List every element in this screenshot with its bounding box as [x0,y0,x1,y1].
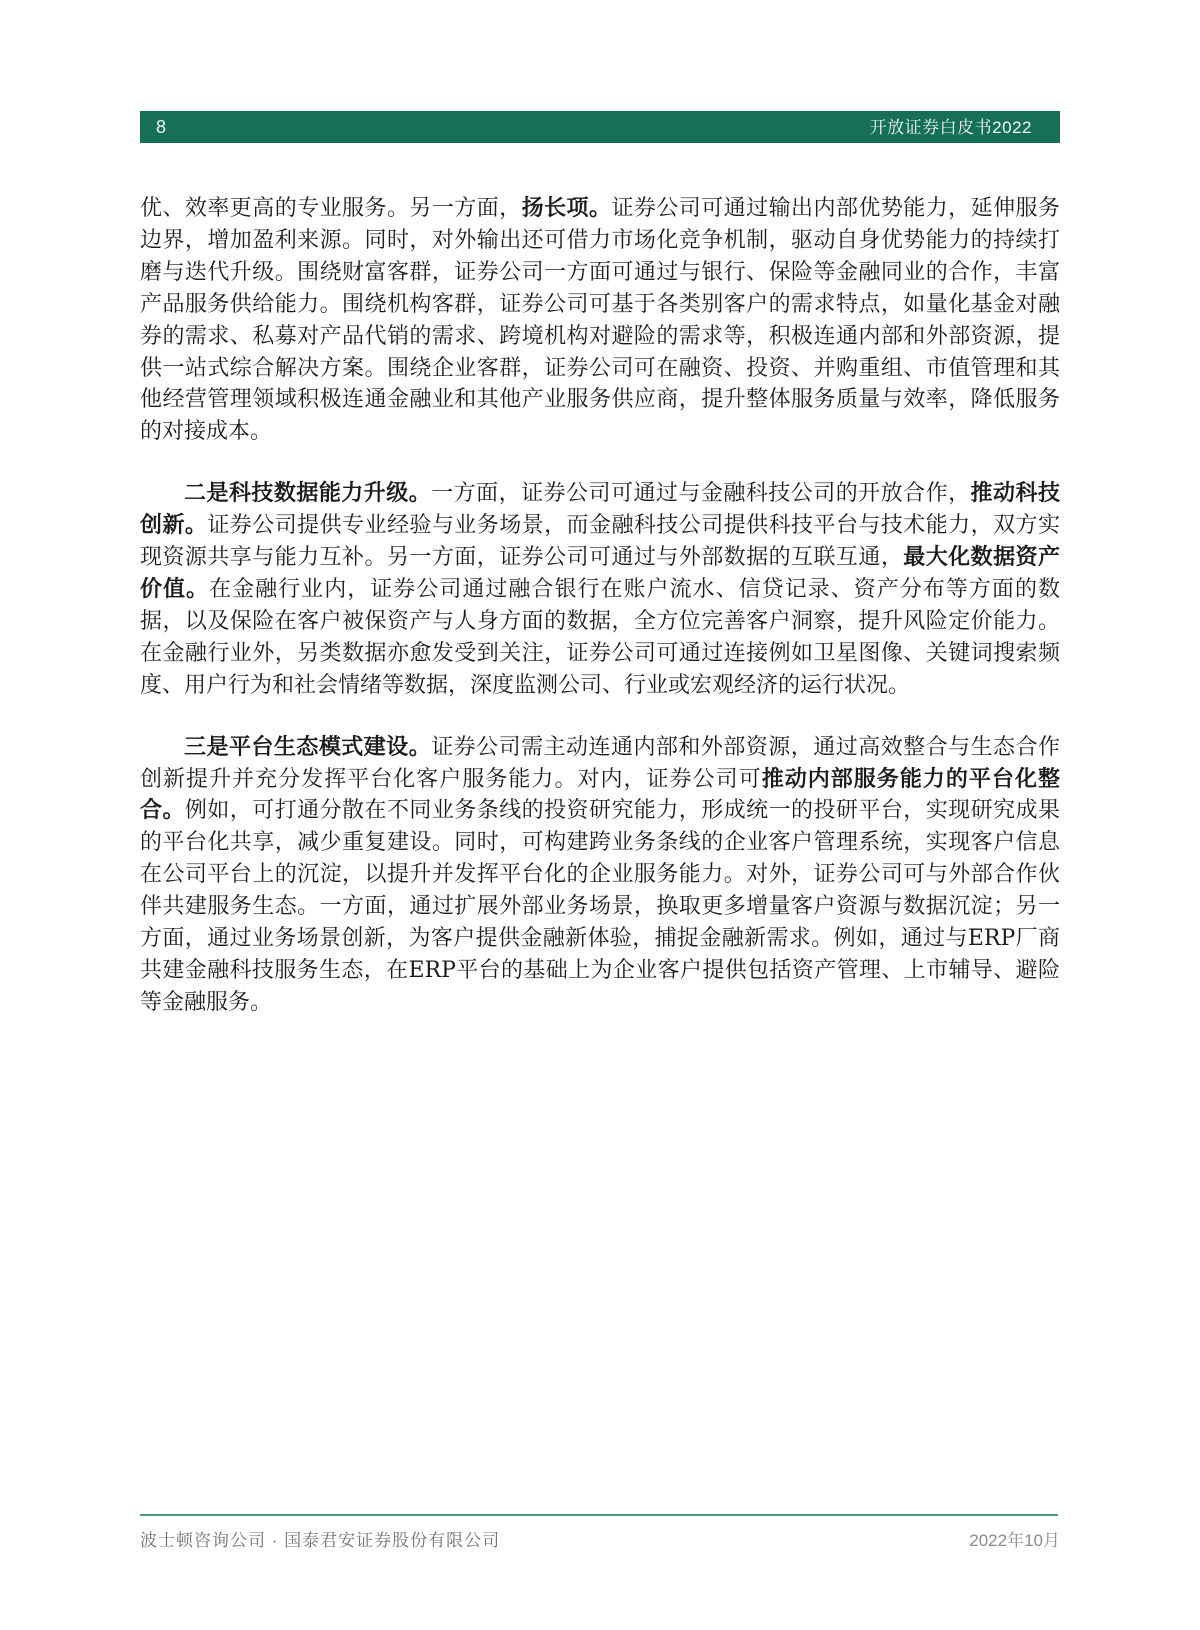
body-paragraphs [140,193,1060,1019]
page-number: 8 [156,117,167,137]
footer-rule [140,1514,1058,1516]
paragraph [140,478,1060,701]
page-header-bar [140,111,1060,143]
paragraph [140,193,1060,448]
paragraph-bold-segment: 二是科技数据能力升级。 [184,480,432,507]
paragraph-text-segment: 在金融行业内，证券公司通过融合银行在账户流水、信贷记录、资产分布等方面的数据，以及保险在客户被保资产与人身方面的数据，全方位完善客户洞察，提升风险定价能力。在金融行业外，另类数据亦愈发受到关注，证券公司可通过连接例如卫星图像、关键词搜索频度、用户行为和社会情绪等数据，深度监测公司、行业或宏观经济的运行状况。 [140,576,1060,698]
footer-row [140,1526,1060,1551]
paragraph-text-segment: 例如，可打通分散在不同业务条线的投资研究能力，形成统一的投研平台，实现研究成果的平台化共享，减少重复建设。同时，可构建跨业务条线的企业客户管理系统，实现客户信息在公司平台上的沉淀，以提升并发挥平台化的企业服务能力。对外，证券公司可与外部合作伙伴共建服务生态。一方面，通过扩展外部业务场景，换取更多增量客户资源与数据沉淀；另一方面，通过业务场景创新，为客户提供金融新体验，捕捉金融新需求。例如，通过与ERP厂商共建金融科技服务生态，在ERP平台的基础上为企业客户提供包括资产管理、上市辅导、避险等金融服务。 [140,798,1060,1015]
footer-date: 2022年10月 [969,1531,1060,1550]
paragraph [140,732,1060,1019]
paragraph-bold-segment: 三是平台生态模式建设。 [184,733,432,760]
paragraph-text-segment: 优、效率更高的专业服务。另一方面， [140,196,522,221]
header-title: 开放证券白皮书2022 [869,117,1032,137]
paragraph-bold-segment: 最大化数据资产价值。 [140,544,1060,602]
paragraph-bold-segment: 推动内部服务能力的平台化整合。 [140,765,1060,824]
paragraph-text-segment: 证券公司提供专业经验与业务场景，而金融科技公司提供科技平台与技术能力，双方实现资源共享与能力互补。另一方面，证券公司可通过与外部数据的互联互通， [140,513,1060,571]
paragraph-bold-segment: 扬长项。 [521,195,612,221]
paragraph-text-segment: 一方面，证券公司可通过与金融科技公司的开放合作， [431,481,971,507]
paragraph-text-segment: 证券公司需主动连通内部和外部资源，通过高效整合与生态合作创新提升并充分发挥平台化客户服务能力。对内，证券公司可 [140,734,1060,792]
footer-company: 波士顿咨询公司 · 国泰君安证券股份有限公司 [140,1531,501,1550]
paragraph-text-segment: 证券公司可通过输出内部优势能力，延伸服务边界，增加盈利来源。同时，对外输出还可借力市场化竞争机制，驱动自身优势能力的持续打磨与迭代升级。围绕财富客群，证券公司一方面可通过与银行、保险等金融同业的合作，丰富产品服务供给能力。围绕机构客群，证券公司可基于各类别客户的需求特点，如量化基金对融券的需求、私募对产品代销的需求、跨境机构对避险的需求等，积极连通内部和外部资源，提供一站式综合解决方案。围绕企业客群，证券公司可在融资、投资、并购重组、市值管理和其他经营管理领域积极连通金融业和其他产业服务供应商，提升整体服务质量与效率，降低服务的对接成本。 [140,196,1060,445]
paragraph-bold-segment: 推动科技创新。 [140,480,1060,539]
page-footer [140,1514,1060,1551]
